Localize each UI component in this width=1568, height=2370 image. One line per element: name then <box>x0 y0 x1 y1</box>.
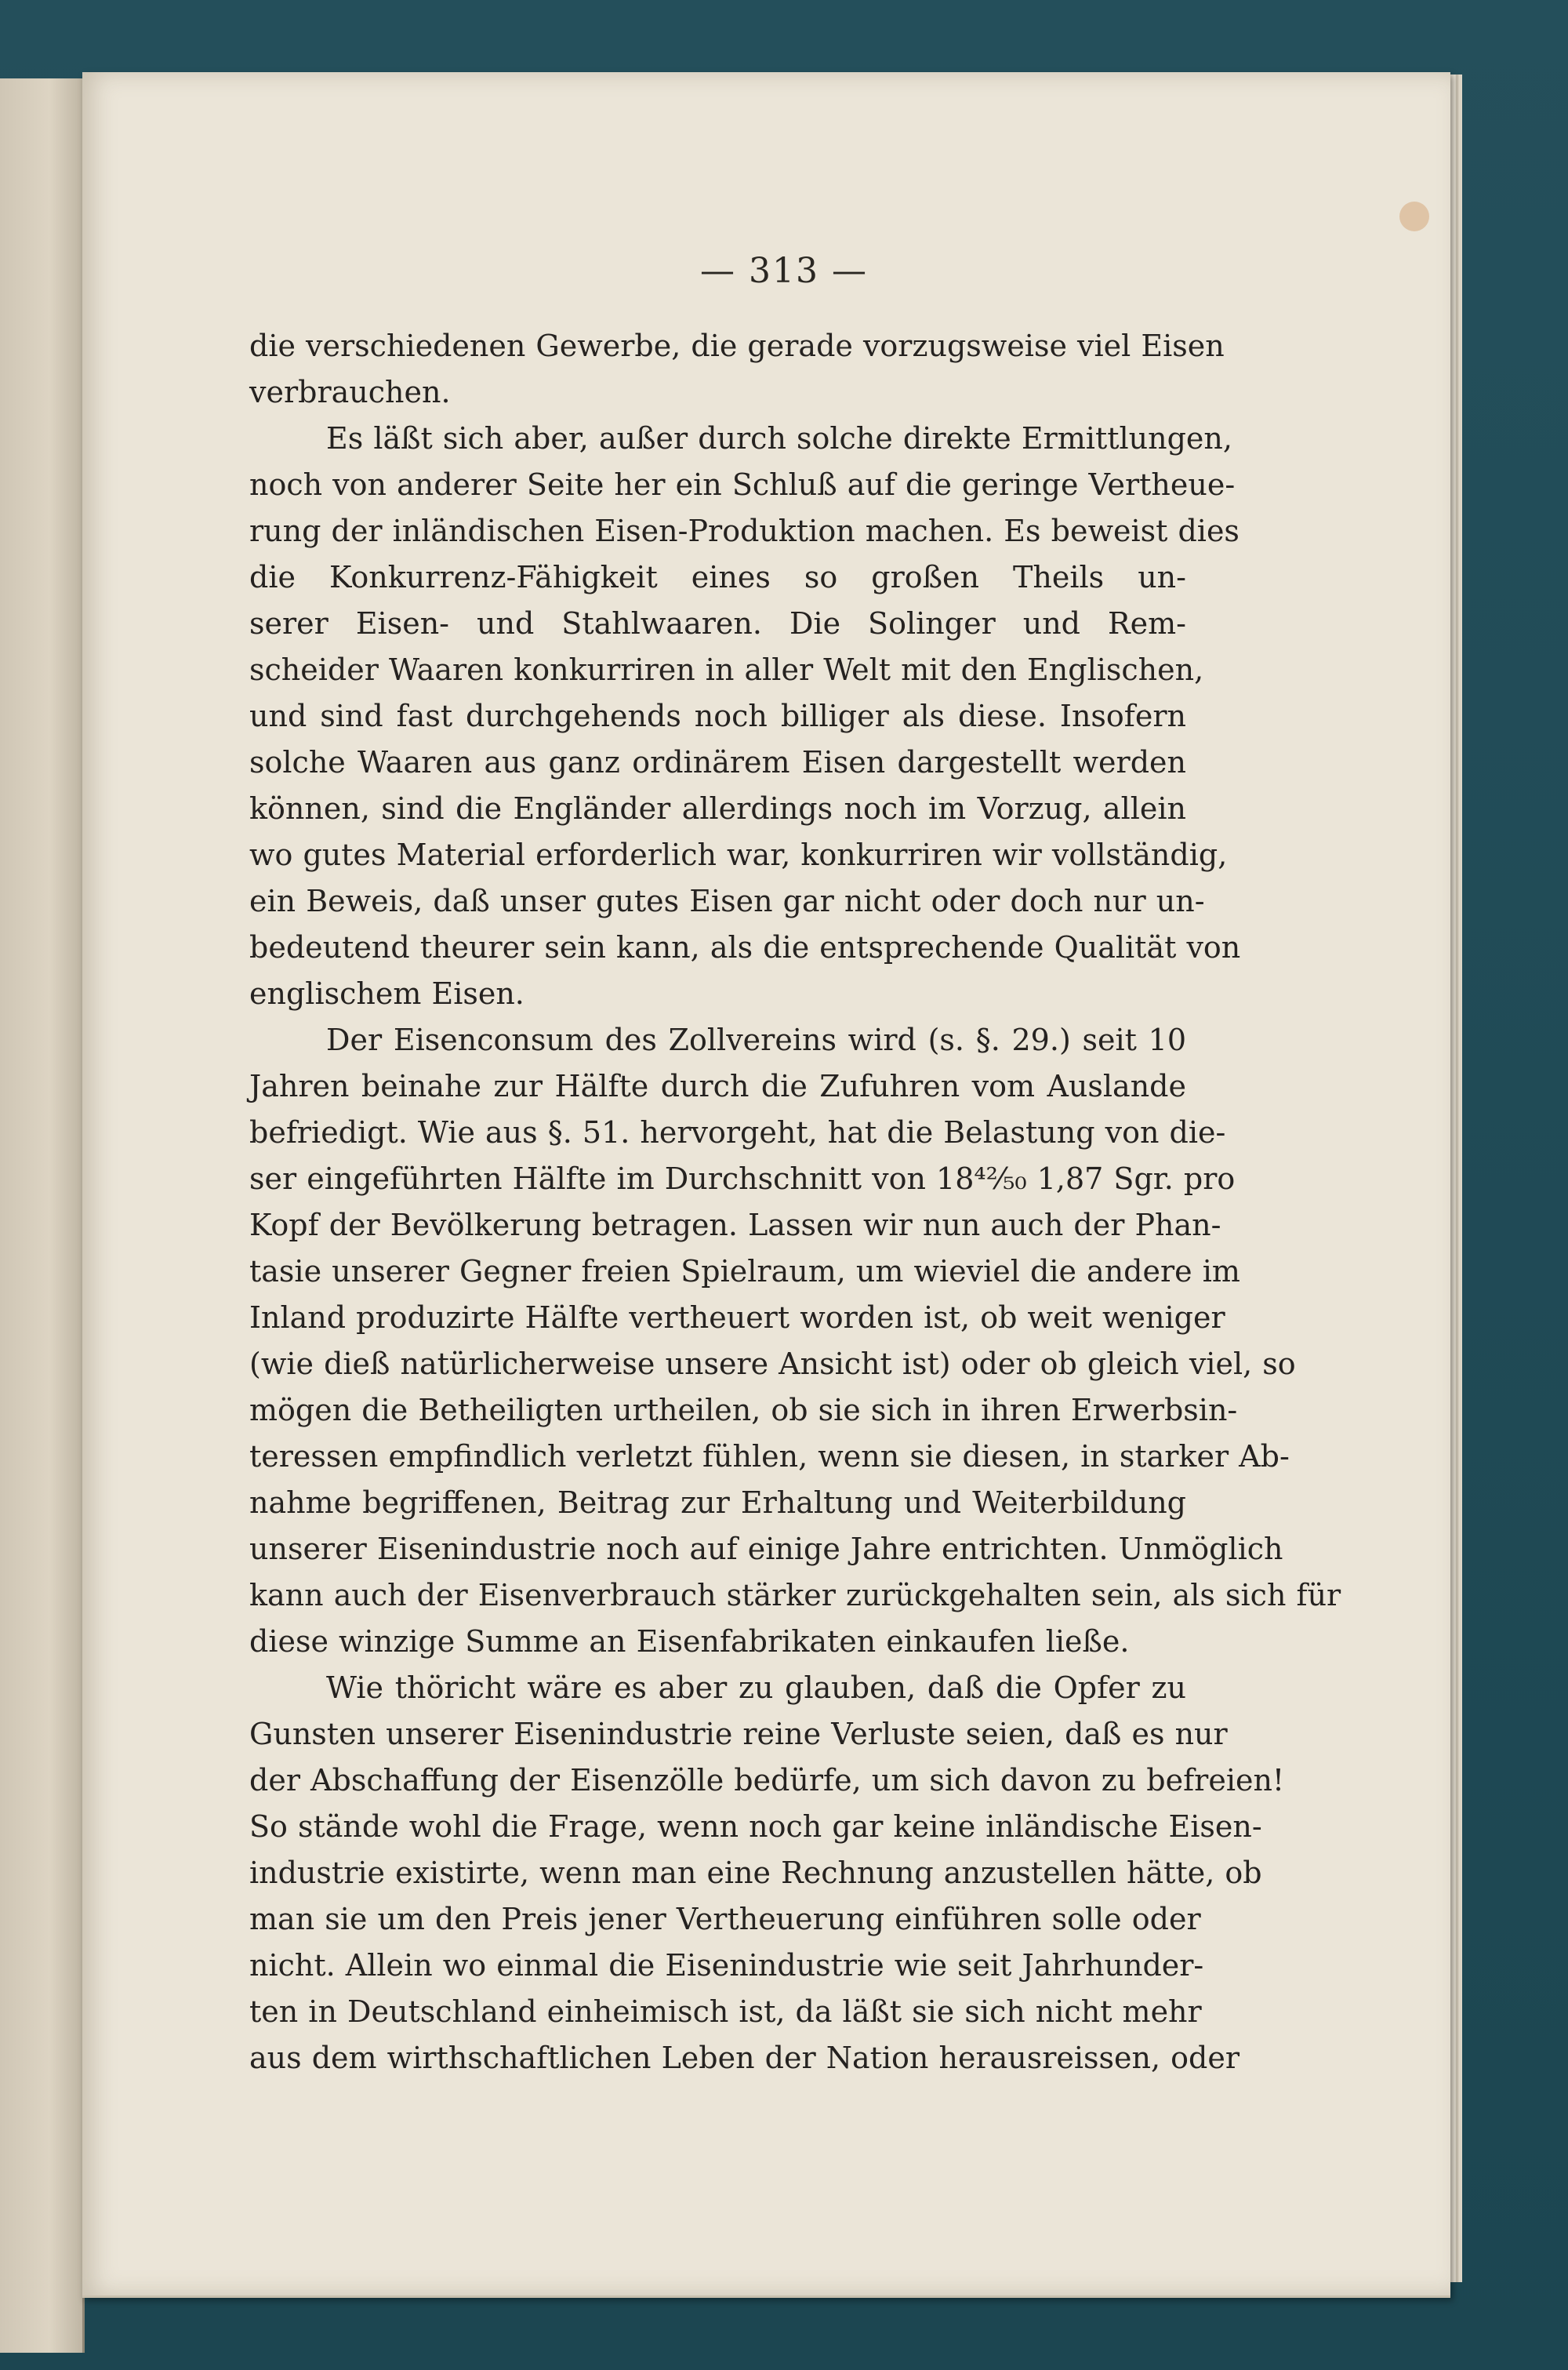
text-line: Der Eisenconsum des Zollvereins wird (s. §. 29.) seit 10 <box>326 1023 1186 1057</box>
text-line: die Konkurrenz-Fähigkeit eines so großen Theils un- <box>249 560 1186 594</box>
page-number: — 313 — <box>700 251 868 291</box>
text-line: rung der inländischen Eisen-Produktion machen. Es beweist dies <box>249 514 1240 548</box>
text-line: solche Waaren aus ganz ordinärem Eisen dargestellt werden <box>249 745 1186 780</box>
text-line: nicht. Allein wo einmal die Eisenindustrie wie seit Jahrhunder- <box>249 1948 1204 1983</box>
text-line: noch von anderer Seite her ein Schluß auf die geringe Vertheue- <box>249 467 1236 502</box>
text-line: tasie unserer Gegner freien Spielraum, um wieviel die andere im <box>249 1254 1240 1289</box>
text-line: kann auch der Eisenverbrauch stärker zurückgehalten sein, als sich für <box>249 1578 1341 1612</box>
text-line: und sind fast durchgehends noch billiger als diese. Insofern <box>249 699 1186 733</box>
text-line: unserer Eisenindustrie noch auf einige Jahre entrichten. Unmöglich <box>249 1532 1283 1566</box>
text-line: So stände wohl die Frage, wenn noch gar keine inländische Eisen- <box>249 1809 1262 1844</box>
text-line: Jahren beinahe zur Hälfte durch die Zufuhren vom Auslande <box>249 1069 1186 1103</box>
text-line: industrie existirte, wenn man eine Rechnung anzustellen hätte, ob <box>249 1856 1262 1890</box>
text-line: scheider Waaren konkurriren in aller Welt mit den Englischen, <box>249 652 1204 687</box>
text-line: Inland produzirte Hälfte vertheuert worden ist, ob weit weniger <box>249 1300 1225 1335</box>
text-line: können, sind die Engländer allerdings noch im Vorzug, allein <box>249 791 1186 826</box>
text-line: ten in Deutschland einheimisch ist, da läßt sie sich nicht mehr <box>249 1994 1202 2029</box>
text-line: englischem Eisen. <box>249 976 524 1011</box>
text-line: aus dem wirthschaftlichen Leben der Nation herausreissen, oder <box>249 2041 1240 2075</box>
text-line: Kopf der Bevölkerung betragen. Lassen wir nun auch der Phan- <box>249 1208 1221 1242</box>
paper-stain <box>1399 202 1429 231</box>
text-line: Wie thöricht wäre es aber zu glauben, daß die Opfer zu <box>326 1670 1186 1705</box>
text-line: serer Eisen- und Stahlwaaren. Die Solinger und Rem- <box>249 606 1186 641</box>
text-line: diese winzige Summe an Eisenfabrikaten einkaufen ließe. <box>249 1624 1130 1659</box>
text-line: der Abschaffung der Eisenzölle bedürfe, um sich davon zu befreien! <box>249 1763 1285 1797</box>
text-line: verbrauchen. <box>249 375 451 409</box>
text-line: bedeutend theurer sein kann, als die entsprechende Qualität von <box>249 930 1241 965</box>
text-line: man sie um den Preis jener Vertheuerung einführen solle oder <box>249 1902 1201 1936</box>
page-header <box>0 251 1568 291</box>
text-line: nahme begriffenen, Beitrag zur Erhaltung und Weiterbildung <box>249 1485 1186 1520</box>
text-line: ser eingeführten Hälfte im Durchschnitt von 18⁴²⁄₅₀ 1,87 Sgr. pro <box>249 1161 1236 1196</box>
text-line: mögen die Betheiligten urtheilen, ob sie sich in ihren Erwerbsin- <box>249 1393 1238 1427</box>
body-text <box>249 323 1341 2081</box>
text-line: die verschiedenen Gewerbe, die gerade vorzugsweise viel Eisen <box>249 329 1225 363</box>
text-line: Es läßt sich aber, außer durch solche direkte Ermittlungen, <box>326 421 1232 456</box>
text-line: Gunsten unserer Eisenindustrie reine Verluste seien, daß es nur <box>249 1717 1228 1751</box>
text-line: befriedigt. Wie aus §. 51. hervorgeht, hat die Belastung von die- <box>249 1115 1226 1150</box>
text-line: teressen empfindlich verletzt fühlen, wenn sie diesen, in starker Ab- <box>249 1439 1290 1474</box>
text-line: (wie dieß natürlicherweise unsere Ansicht ist) oder ob gleich viel, so <box>249 1347 1296 1381</box>
text-line: wo gutes Material erforderlich war, konkurriren wir vollständig, <box>249 838 1228 872</box>
facing-page-edge <box>0 78 85 2353</box>
text-line: ein Beweis, daß unser gutes Eisen gar nicht oder doch nur un- <box>249 884 1205 918</box>
